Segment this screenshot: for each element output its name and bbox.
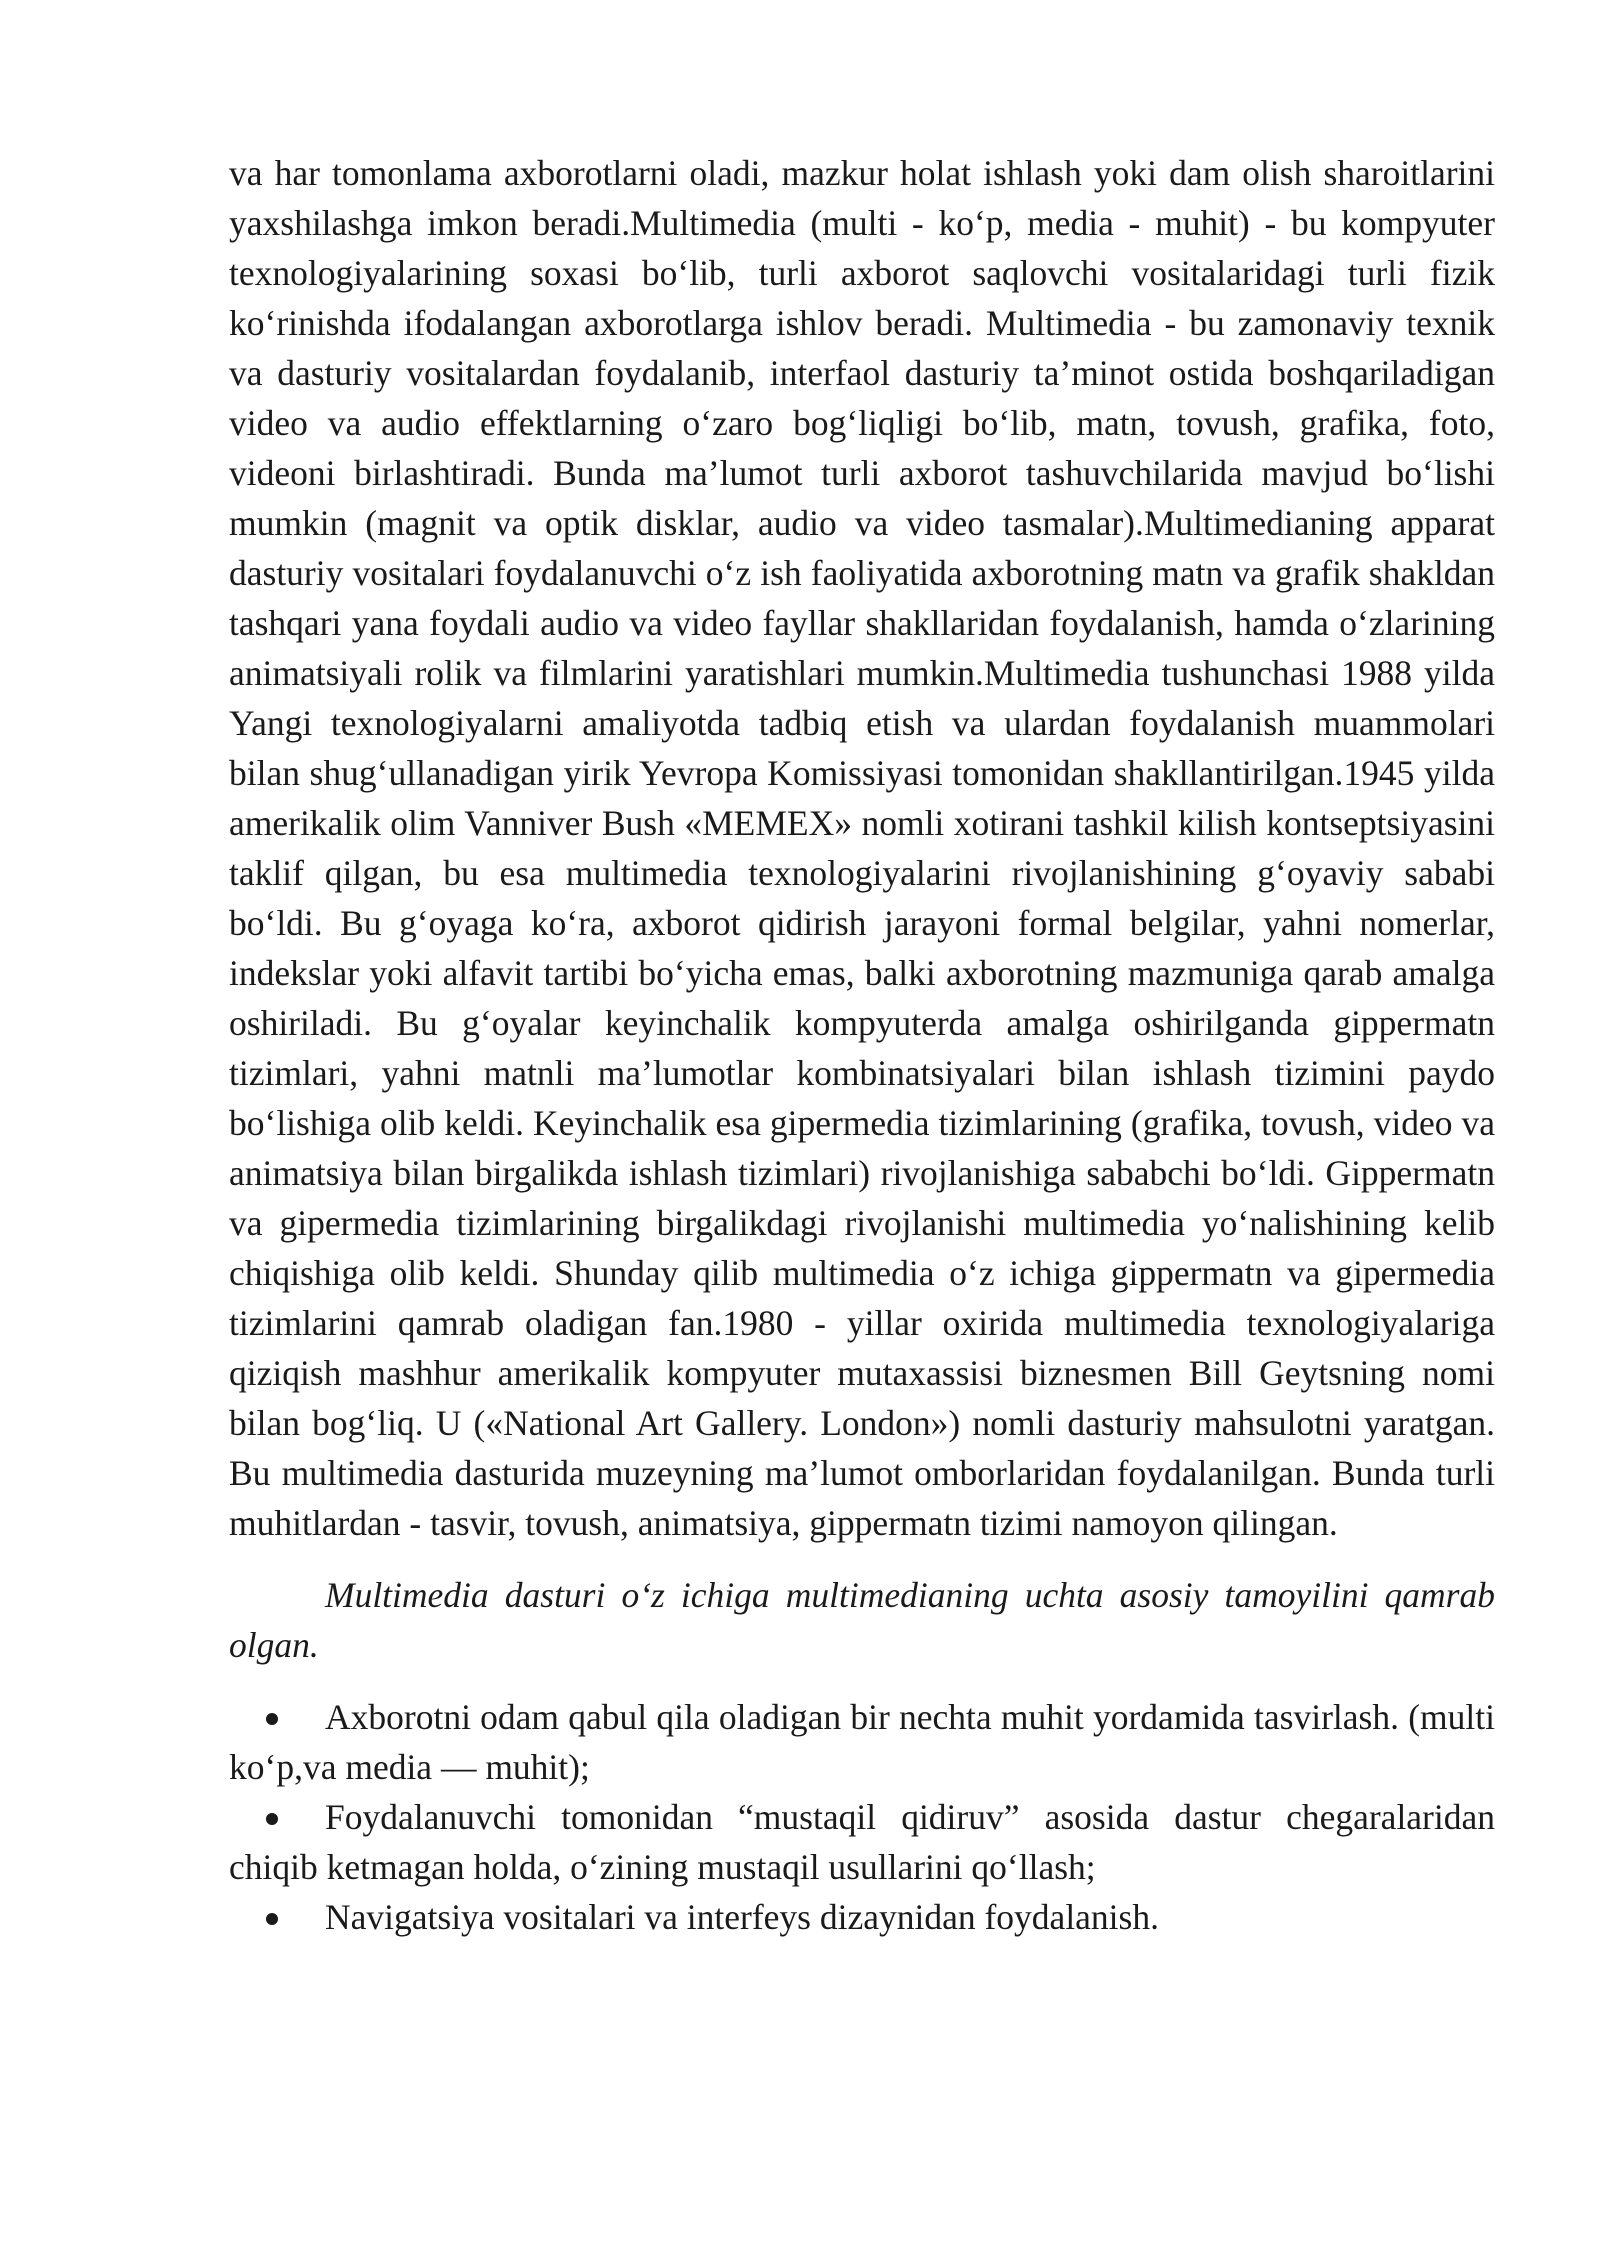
list-item	[229, 1792, 1495, 1892]
principles-intro: Multimedia dasturi o‘z ichiga multimedianing uchta asosiy tamoyilini qamrab olgan.	[229, 1575, 1495, 1665]
bullet-icon	[266, 1713, 278, 1725]
document-page	[229, 148, 1495, 1942]
list-item-text: Axborotni odam qabul qila oladigan bir nechta muhit yordamida tasvirlash. (multi ko‘p,va media — muhit);	[229, 1697, 1495, 1787]
list-item-text: Foydalanuvchi tomonidan “mustaqil qidiruv” asosida dastur chegaralaridan chiqib ketmagan holda, o‘zining mustaqil usullarini qo‘llash;	[229, 1797, 1495, 1887]
bullet-icon	[266, 1813, 278, 1825]
bullet-icon	[266, 1913, 278, 1925]
main-paragraph: va har tomonlama axborotlarni oladi, mazkur holat ishlash yoki dam olish sharoitlarini yaxshilashga imkon beradi.Multimedia (multi - ko‘p, media - muhit) - bu kompyuter texnologiyalarining soxasi bo‘lib, turli axborot saqlovchi vositalaridagi turli fizik ko‘rinishda ifodalangan axborotlarga ishlov beradi. Multimedia - bu zamonaviy texnik va dasturiy vositalardan foydalanib, interfaol dasturiy ta’minot ostida boshqariladigan video va audio effektlarning o‘zaro bog‘liqligi bo‘lib, matn, tovush, grafika, foto, videoni birlashtiradi. Bunda ma’lumot turli axborot tashuvchilarida mavjud bo‘lishi mumkin (magnit va optik disklar, audio va video tasmalar).Multimedianing apparat dasturiy vositalari foydalanuvchi o‘z ish faoliyatida axborotning matn va grafik shakldan tashqari yana foydali audio va video fayllar shakllaridan foydalanish, hamda o‘zlarining animatsiyali rolik va filmlarini yaratishlari mumkin.Multimedia tushunchasi 1988 yilda Yangi texnologiyalarni amaliyotda tadbiq etish va ulardan foydalanish muammolari bilan shug‘ullanadigan yirik Yevropa Komissiyasi tomonidan shakllantirilgan.1945 yilda amerikalik olim Vanniver Bush «MEMEX» nomli xotirani tashkil kilish kontseptsiyasini taklif qilgan, bu esa multimedia texnologiyalarini rivojlanishining g‘oyaviy sababi bo‘ldi. Bu g‘oyaga ko‘ra, axborot qidirish jarayoni formal belgilar, yahni nomerlar, indekslar yoki alfavit tartibi bo‘yicha emas, balki axborotning mazmuniga qarab amalga oshiriladi. Bu g‘oyalar keyinchalik kompyuterda amalga oshirilganda gippermatn tizimlari, yahni matnli ma’lumotlar kombinatsiyalari bilan ishlash tizimini paydo bo‘lishiga olib keldi. Keyinchalik esa gipermedia tizimlarining (grafika, tovush, video va animatsiya bilan birgalikda ishlash tizimlari) rivojlanishiga sababchi bo‘ldi. Gippermatn va gipermedia tizimlarining birgalikdagi rivojlanishi multimedia yo‘nalishining kelib chiqishiga olib keldi. Shunday qilib multimedia o‘z ichiga gippermatn va gipermedia tizimlarini qamrab oladigan fan.1980 - yillar oxirida multimedia texnologiyalariga qiziqish mashhur amerikalik kompyuter mutaxassisi biznesmen Bill Geytsning nomi bilan bog‘liq. U («National Art Gallery. London») nomli dasturiy mahsulotni yaratgan. Bu multimedia dasturida muzeyning ma’lumot omborlaridan foydalanilgan. Bunda turli muhitlardan - tasvir, tovush, animatsiya, gippermatn tizimi namoyon qilingan.	[229, 153, 1495, 1543]
list-item-text: Navigatsiya vositalari va interfeys dizaynidan foydalanish.	[325, 1897, 1159, 1937]
list-item	[229, 1892, 1495, 1942]
principles-list	[229, 1692, 1495, 1942]
list-item	[229, 1692, 1495, 1792]
